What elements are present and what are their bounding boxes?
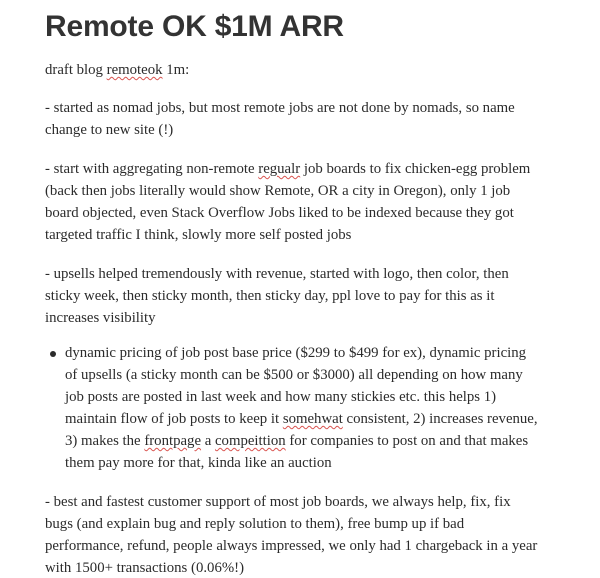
bullet-line-3: job posts are posted in last week and how many stickies etc. this helps 1) bbox=[65, 389, 497, 405]
spelling-error-somehwat: somehwat bbox=[282, 411, 343, 427]
p3-line-1: - upsells helped tremendously with revenue, started with logo, then color, then bbox=[45, 266, 509, 282]
bullet-line-4-post: consistent, 2) increases revenue, bbox=[342, 411, 538, 427]
bullet-line-6: them pay more for that, kinda like an auction bbox=[65, 455, 332, 471]
p4-line-4: with 1500+ transactions (0.06%!) bbox=[45, 560, 245, 576]
p2-line-4: targeted traffic I think, slowly more self posted jobs bbox=[45, 227, 352, 243]
p4-line-2: bugs (and explain bug and reply solution to them), free bump up if bad bbox=[45, 516, 465, 532]
p1-line-2: change to new site (!) bbox=[45, 122, 174, 138]
p3-line-2: sticky week, then sticky month, then sticky day, ppl love to pay for this as it bbox=[45, 288, 495, 304]
intro-line bbox=[45, 60, 189, 80]
spelling-error-remoteok: remoteok bbox=[106, 62, 163, 78]
page-title: Remote OK $1M ARR bbox=[45, 10, 344, 43]
p3-line-3: increases visibility bbox=[45, 310, 156, 326]
p1-line-1: - started as nomad jobs, but most remote jobs are not done by nomads, so name bbox=[45, 100, 515, 116]
p2-line-2: (back then jobs literally would show Remote, OR a city in Oregon), only 1 job bbox=[45, 183, 511, 199]
bullet-dot bbox=[50, 351, 56, 357]
bullet-line-2: of upsells (a sticky month can be $500 or $3000) all depending on how many bbox=[65, 367, 523, 383]
intro-post: 1m: bbox=[162, 62, 190, 78]
spelling-error-frontpage: frontpage bbox=[144, 433, 202, 449]
bullet-line-4 bbox=[65, 409, 538, 429]
bullet-line-5-post: for companies to post on and that makes bbox=[285, 433, 529, 449]
bullet-line-5-pre: 3) makes the bbox=[65, 433, 145, 449]
bullet-line-5-mid: a bbox=[201, 433, 215, 449]
p4-line-3: performance, refund, people always impressed, we only had 1 chargeback in a year bbox=[45, 538, 538, 554]
bullet-line-5 bbox=[65, 431, 528, 451]
p4-line-1: - best and fastest customer support of most job boards, we always help, fix, fix bbox=[45, 494, 511, 510]
intro-pre: draft blog bbox=[45, 62, 107, 78]
spelling-error-regualr: regualr bbox=[258, 161, 301, 177]
bullet-line-4-pre: maintain flow of job posts to keep it bbox=[65, 411, 283, 427]
p2-line-3: board objected, even Stack Overflow Jobs liked to be indexed because they got bbox=[45, 205, 514, 221]
p2-line-1 bbox=[45, 159, 530, 179]
spelling-error-compeittion: compeittion bbox=[214, 433, 286, 449]
bullet-line-1: dynamic pricing of job post base price ($299 to $499 for ex), dynamic pricing bbox=[65, 345, 527, 361]
p2-line-1-post: job boards to fix chicken-egg problem bbox=[300, 161, 531, 177]
p2-line-1-pre: - start with aggregating non-remote bbox=[45, 161, 259, 177]
